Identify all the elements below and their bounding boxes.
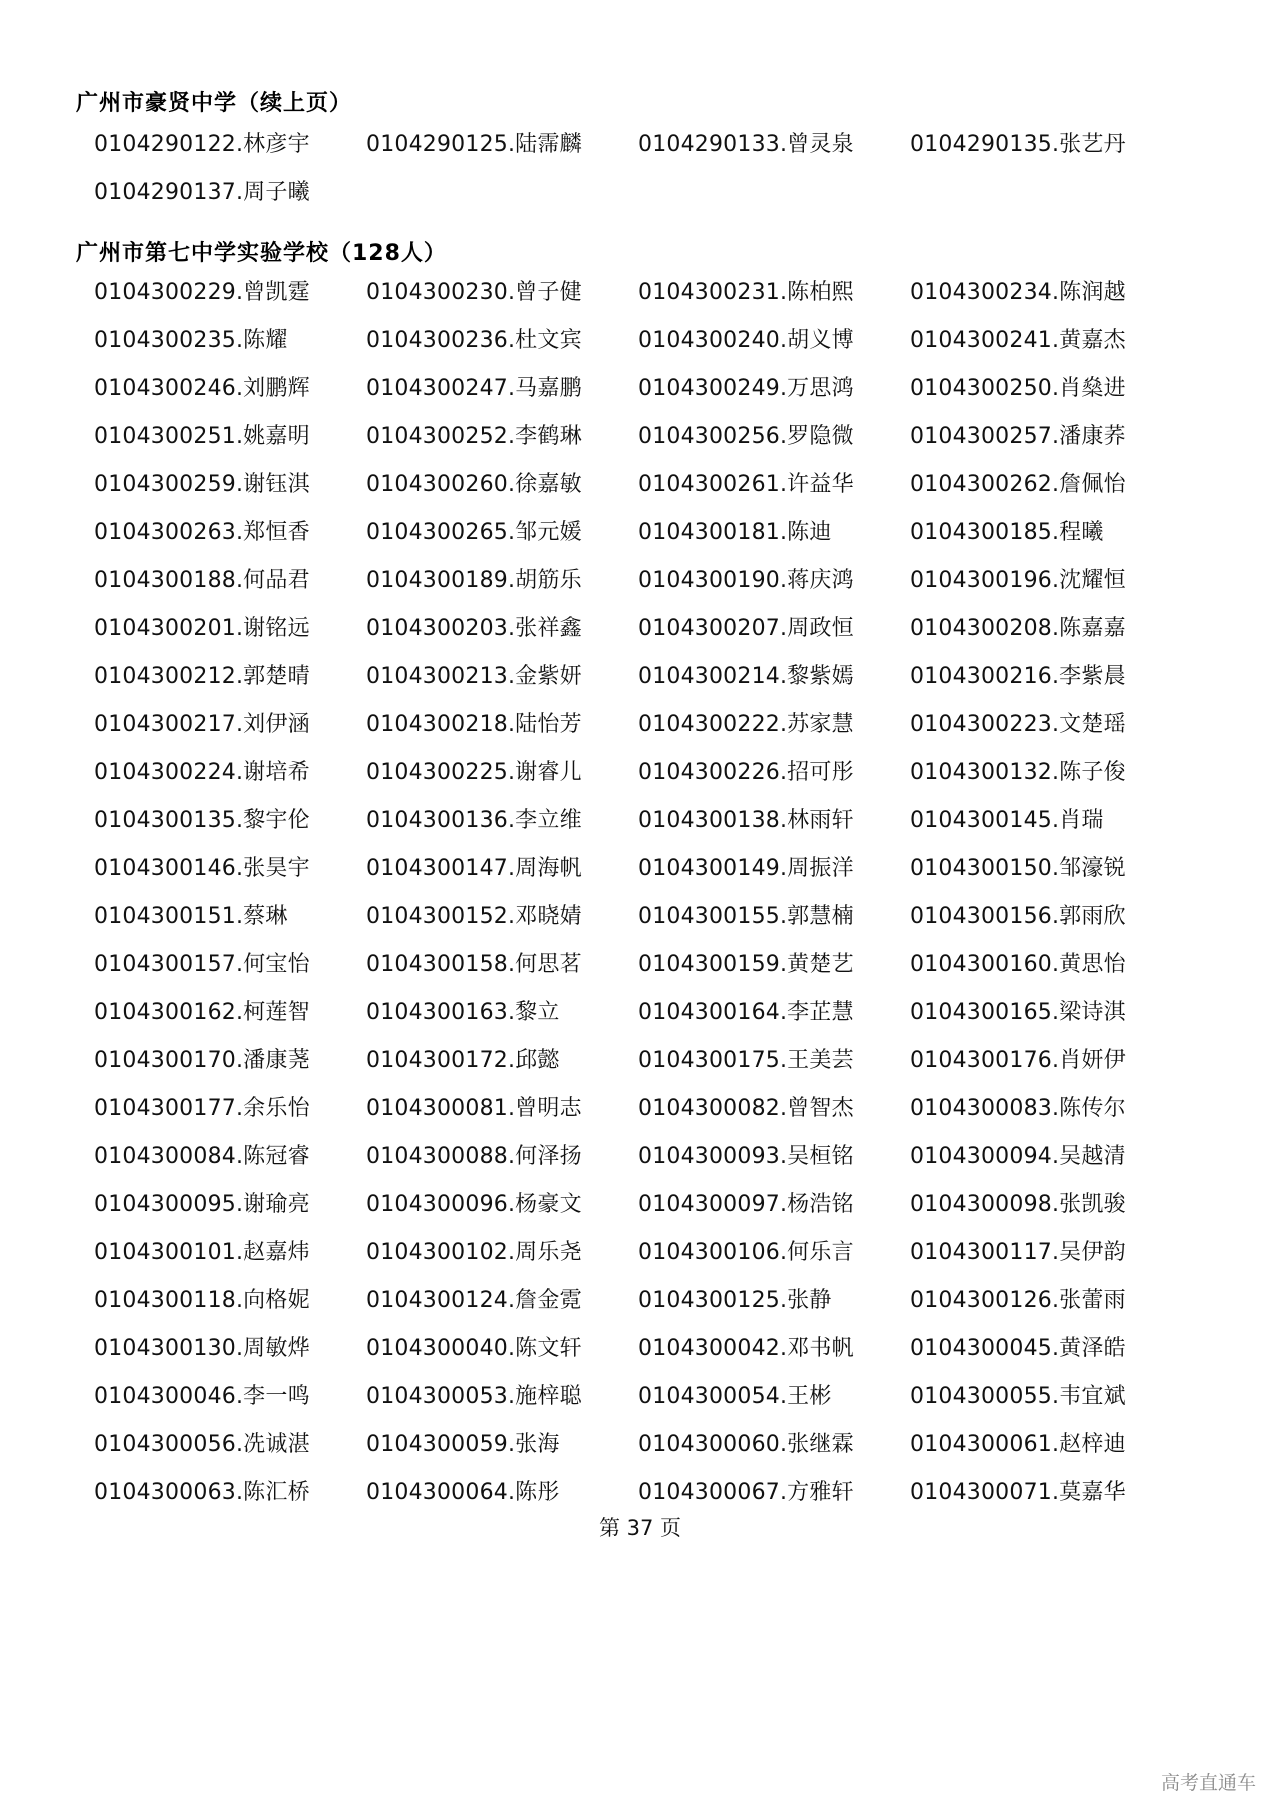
student-entry: 0104300207.周政恒: [638, 615, 854, 641]
student-entry: 0104300203.张祥鑫: [366, 615, 582, 641]
student-entry: 0104300249.万思鸿: [638, 375, 854, 401]
student-entry: 0104300064.陈彤: [366, 1479, 560, 1505]
page-number: 第 37 页: [598, 1516, 682, 1540]
student-entry: 0104300162.柯莲智: [94, 999, 310, 1025]
student-entry: 0104300251.姚嘉明: [94, 423, 310, 449]
student-entry: 0104300201.谢铭远: [94, 615, 310, 641]
student-entry: 0104290125.陆霈麟: [366, 131, 582, 157]
student-entry: 0104300149.周振洋: [638, 855, 854, 881]
student-entry: 0104300071.莫嘉华: [910, 1479, 1126, 1505]
student-entry: 0104300096.杨豪文: [366, 1191, 582, 1217]
student-entry: 0104300132.陈子俊: [910, 759, 1126, 785]
student-entry: 0104300218.陆怡芳: [366, 711, 582, 737]
student-entry: 0104300222.苏家慧: [638, 711, 854, 737]
student-entry: 0104300081.曾明志: [366, 1095, 582, 1121]
student-entry: 0104300231.陈柏熙: [638, 279, 854, 305]
student-entry: 0104300156.郭雨欣: [910, 903, 1126, 929]
student-entry: 0104300236.杜文宾: [366, 327, 582, 353]
student-entry: 0104300145.肖瑞: [910, 807, 1104, 833]
student-entry: 0104300213.金紫妍: [366, 663, 582, 689]
student-entry: 0104300059.张海: [366, 1431, 560, 1457]
student-entry: 0104300241.黄嘉杰: [910, 327, 1126, 353]
student-entry: 0104300172.邱懿: [366, 1047, 560, 1073]
student-entry: 0104300106.何乐言: [638, 1239, 854, 1265]
student-entry: 0104300175.王美芸: [638, 1047, 854, 1073]
student-entry: 0104300046.李一鸣: [94, 1383, 310, 1409]
student-entry: 0104300257.潘康荞: [910, 423, 1126, 449]
student-entry: 0104300150.邹濠锐: [910, 855, 1126, 881]
student-entry: 0104300189.胡筋乐: [366, 567, 582, 593]
student-entry: 0104300138.林雨轩: [638, 807, 854, 833]
section-title-qizhong-shiyan: 广州市第七中学实验学校（128人）: [76, 241, 447, 266]
student-entry: 0104300117.吴伊韵: [910, 1239, 1126, 1265]
student-entry: 0104300151.蔡琳: [94, 903, 288, 929]
student-entry: 0104300130.周敏烨: [94, 1335, 310, 1361]
student-entry: 0104300212.郭楚晴: [94, 663, 310, 689]
student-entry: 0104300185.程曦: [910, 519, 1104, 545]
student-entry: 0104300160.黄思怡: [910, 951, 1126, 977]
student-entry: 0104300226.招可彤: [638, 759, 854, 785]
student-entry: 0104300247.马嘉鹏: [366, 375, 582, 401]
student-entry: 0104300229.曾凯霆: [94, 279, 310, 305]
student-entry: 0104300250.肖燊进: [910, 375, 1126, 401]
student-entry: 0104300053.施梓聪: [366, 1383, 582, 1409]
student-entry: 0104300263.郑恒香: [94, 519, 310, 545]
student-entry: 0104290133.曾灵泉: [638, 131, 854, 157]
student-entry: 0104300216.李紫晨: [910, 663, 1126, 689]
student-entry: 0104300056.冼诚湛: [94, 1431, 310, 1457]
student-entry: 0104290122.林彦宇: [94, 131, 310, 157]
student-list-haoxian: [94, 118, 1214, 214]
student-entry: 0104300126.张蕾雨: [910, 1287, 1126, 1313]
student-entry: 0104300155.郭慧楠: [638, 903, 854, 929]
student-entry: 0104300158.何思茗: [366, 951, 582, 977]
student-entry: 0104300208.陈嘉嘉: [910, 615, 1126, 641]
student-entry: 0104300177.余乐怡: [94, 1095, 310, 1121]
student-entry: 0104290137.周子曦: [94, 179, 310, 205]
student-entry: 0104300147.周海帆: [366, 855, 582, 881]
student-entry: 0104300067.方雅轩: [638, 1479, 854, 1505]
student-entry: 0104300261.许益华: [638, 471, 854, 497]
student-entry: 0104300188.何品君: [94, 567, 310, 593]
student-entry: 0104300252.李鹤琳: [366, 423, 582, 449]
student-entry: 0104300224.谢培希: [94, 759, 310, 785]
student-entry: 0104300196.沈耀恒: [910, 567, 1126, 593]
student-entry: 0104300097.杨浩铭: [638, 1191, 854, 1217]
student-entry: 0104300159.黄楚艺: [638, 951, 854, 977]
student-entry: 0104300157.何宝怡: [94, 951, 310, 977]
student-entry: 0104300260.徐嘉敏: [366, 471, 582, 497]
student-entry: 0104300214.黎紫嫣: [638, 663, 854, 689]
student-entry: 0104300235.陈耀: [94, 327, 288, 353]
student-entry: 0104300234.陈润越: [910, 279, 1126, 305]
student-entry: 0104300246.刘鹏辉: [94, 375, 310, 401]
student-entry: 0104300176.肖妍伊: [910, 1047, 1126, 1073]
student-entry: 0104300217.刘伊涵: [94, 711, 310, 737]
student-entry: 0104300101.赵嘉炜: [94, 1239, 310, 1265]
student-entry: 0104300181.陈迪: [638, 519, 832, 545]
student-entry: 0104300124.詹金霓: [366, 1287, 582, 1313]
student-entry: 0104300102.周乐尧: [366, 1239, 582, 1265]
watermark-text: 高考直通车: [1160, 1772, 1256, 1794]
student-entry: 0104300098.张凯骏: [910, 1191, 1126, 1217]
student-entry: 0104300225.谢睿儿: [366, 759, 582, 785]
student-entry: 0104300042.邓书帆: [638, 1335, 854, 1361]
student-entry: 0104300163.黎立: [366, 999, 560, 1025]
student-entry: 0104300040.陈文轩: [366, 1335, 582, 1361]
student-entry: 0104300152.邓晓婧: [366, 903, 582, 929]
student-entry: 0104300095.谢瑜亮: [94, 1191, 310, 1217]
student-entry: 0104300240.胡义博: [638, 327, 854, 353]
student-entry: 0104300135.黎宇伦: [94, 807, 310, 833]
student-entry: 0104300088.何泽扬: [366, 1143, 582, 1169]
student-list-qizhong-shiyan: [94, 266, 1214, 1514]
student-entry: 0104300164.李芷慧: [638, 999, 854, 1025]
student-entry: 0104300045.黄泽皓: [910, 1335, 1126, 1361]
student-entry: 0104300084.陈冠睿: [94, 1143, 310, 1169]
student-entry: 0104300054.王彬: [638, 1383, 832, 1409]
student-entry: 0104290135.张艺丹: [910, 131, 1126, 157]
student-entry: 0104300265.邹元媛: [366, 519, 582, 545]
student-entry: 0104300146.张昊宇: [94, 855, 310, 881]
student-entry: 0104300055.韦宜斌: [910, 1383, 1126, 1409]
student-entry: 0104300230.曾子健: [366, 279, 582, 305]
student-entry: 0104300125.张静: [638, 1287, 832, 1313]
student-entry: 0104300262.詹佩怡: [910, 471, 1126, 497]
student-entry: 0104300060.张继霖: [638, 1431, 854, 1457]
student-entry: 0104300094.吴越清: [910, 1143, 1126, 1169]
student-entry: 0104300165.梁诗淇: [910, 999, 1126, 1025]
student-entry: 0104300190.蒋庆鸿: [638, 567, 854, 593]
student-entry: 0104300083.陈传尔: [910, 1095, 1126, 1121]
student-entry: 0104300118.向格妮: [94, 1287, 310, 1313]
student-entry: 0104300259.谢钰淇: [94, 471, 310, 497]
student-entry: 0104300082.曾智杰: [638, 1095, 854, 1121]
student-entry: 0104300136.李立维: [366, 807, 582, 833]
student-entry: 0104300063.陈汇桥: [94, 1479, 310, 1505]
student-entry: 0104300223.文楚瑶: [910, 711, 1126, 737]
student-entry: 0104300256.罗隐微: [638, 423, 854, 449]
student-entry: 0104300170.潘康荛: [94, 1047, 310, 1073]
student-entry: 0104300061.赵梓迪: [910, 1431, 1126, 1457]
student-entry: 0104300093.吴桓铭: [638, 1143, 854, 1169]
section-title-haoxian: 广州市豪贤中学（续上页）: [76, 91, 353, 116]
